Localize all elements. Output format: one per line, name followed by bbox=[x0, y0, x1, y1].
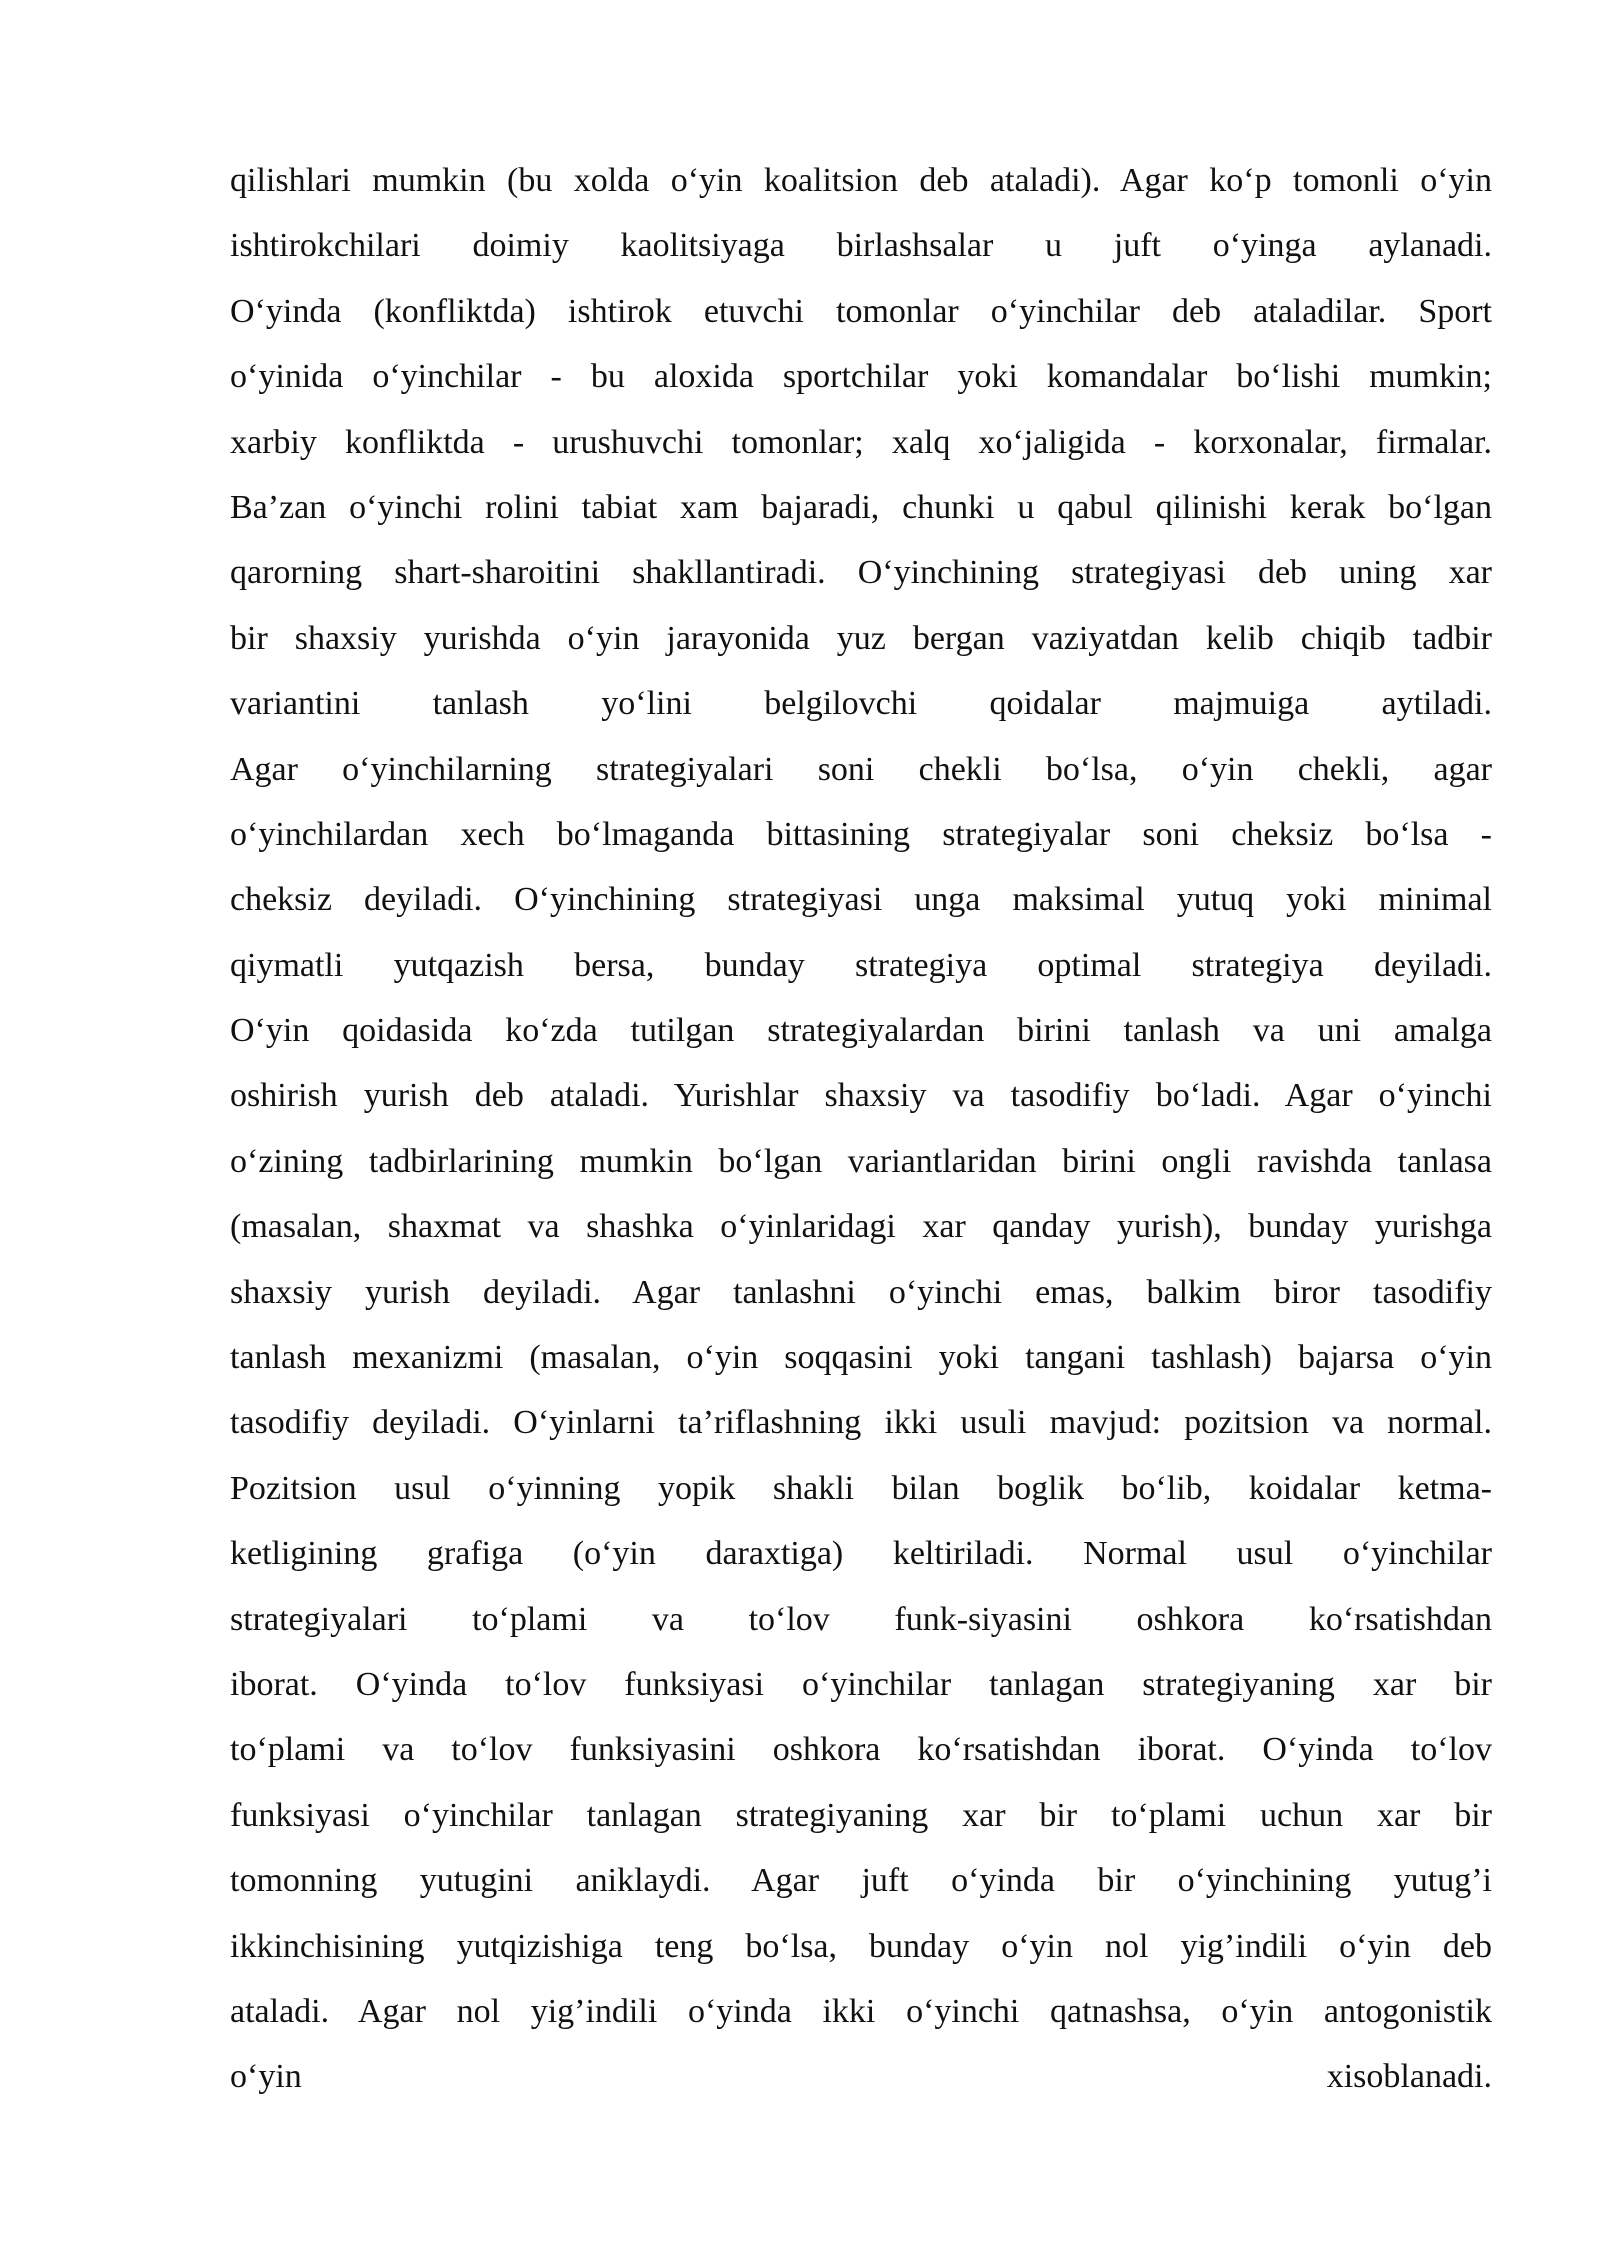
body-paragraph bbox=[230, 148, 1492, 2110]
text-line: xarbiy konfliktda - urushuvchi tomonlar; xalq xo‘jaligida - korxonalar, firmalar. bbox=[230, 423, 1492, 461]
text-line: oshirish yurish deb ataladi. Yurishlar shaxsiy va tasodifiy bo‘ladi. Agar o‘yinchi bbox=[230, 1077, 1492, 1115]
text-line: bir shaxsiy yurishda o‘yin jarayonida yuz bergan vaziyatdan kelib chiqib tadbir bbox=[230, 619, 1492, 657]
text-line: Pozitsion usul o‘yinning yopik shakli bilan boglik bo‘lib, koidalar ketma- bbox=[230, 1469, 1492, 1507]
text-line: o‘yin xisoblanadi. bbox=[230, 2058, 1492, 2096]
text-line: Ba’zan o‘yinchi rolini tabiat xam bajaradi, chunki u qabul qilinishi kerak bo‘lgan bbox=[230, 488, 1492, 526]
text-line: qilishlari mumkin (bu xolda o‘yin koalitsion deb ataladi). Agar ko‘p tomonli o‘yin bbox=[230, 162, 1492, 199]
text-line: qarorning shart-sharoitini shakllantiradi. O‘yinchining strategiyasi deb uning xar bbox=[230, 554, 1492, 592]
text-line: to‘plami va to‘lov funksiyasini oshkora ko‘rsatishdan iborat. O‘yinda to‘lov bbox=[230, 1731, 1492, 1769]
text-line: ketligining grafiga (o‘yin daraxtiga) keltiriladi. Normal usul o‘yinchilar bbox=[230, 1535, 1492, 1573]
text-line: tomonning yutugini aniklaydi. Agar juft o‘yinda bir o‘yinchining yutug’i bbox=[230, 1862, 1492, 1900]
text-line: ataladi. Agar nol yig’indili o‘yinda ikki o‘yinchi qatnashsa, o‘yin antogonistik bbox=[230, 1992, 1492, 2030]
text-line: strategiyalari to‘plami va to‘lov funk-siyasini oshkora ko‘rsatishdan bbox=[230, 1600, 1492, 1638]
text-line: ishtirokchilari doimiy kaolitsiyaga birlashsalar u juft o‘yinga aylanadi. bbox=[230, 227, 1492, 265]
text-line: O‘yin qoidasida ko‘zda tutilgan strategiyalardan birini tanlash va uni amalga bbox=[230, 1012, 1492, 1050]
text-line: variantini tanlash yo‘lini belgilovchi qoidalar majmuiga aytiladi. bbox=[230, 685, 1492, 723]
text-line: tasodifiy deyiladi. O‘yinlarni ta’riflashning ikki usuli mavjud: pozitsion va normal. bbox=[230, 1404, 1492, 1442]
text-line: tanlash mexanizmi (masalan, o‘yin soqqasini yoki tangani tashlash) bajarsa o‘yin bbox=[230, 1339, 1492, 1377]
text-line: Agar o‘yinchilarning strategiyalari soni chekli bo‘lsa, o‘yin chekli, agar bbox=[230, 750, 1492, 788]
text-line: o‘zining tadbirlarining mumkin bo‘lgan variantlaridan birini ongli ravishda tanlasa bbox=[230, 1142, 1492, 1180]
text-line: O‘yinda (konfliktda) ishtirok etuvchi tomonlar o‘yinchilar deb ataladilar. Sport bbox=[230, 292, 1492, 330]
text-line: iborat. O‘yinda to‘lov funksiyasi o‘yinchilar tanlagan strategiyaning xar bir bbox=[230, 1665, 1492, 1703]
text-line: ikkinchisining yutqizishiga teng bo‘lsa, bunday o‘yin nol yig’indili o‘yin deb bbox=[230, 1927, 1492, 1965]
text-line: shaxsiy yurish deyiladi. Agar tanlashni o‘yinchi emas, balkim biror tasodifiy bbox=[230, 1273, 1492, 1311]
text-line: o‘yinchilardan xech bo‘lmaganda bittasining strategiyalar soni cheksiz bo‘lsa - bbox=[230, 815, 1492, 853]
text-line: o‘yinida o‘yinchilar - bu aloxida sportchilar yoki komandalar bo‘lishi mumkin; bbox=[230, 358, 1492, 396]
text-line: cheksiz deyiladi. O‘yinchining strategiyasi unga maksimal yutuq yoki minimal bbox=[230, 881, 1492, 919]
text-line: (masalan, shaxmat va shashka o‘yinlaridagi xar qanday yurish), bunday yurishga bbox=[230, 1208, 1492, 1246]
text-line: qiymatli yutqazish bersa, bunday strategiya optimal strategiya deyiladi. bbox=[230, 946, 1492, 984]
text-line: funksiyasi o‘yinchilar tanlagan strategiyaning xar bir to‘plami uchun xar bir bbox=[230, 1796, 1492, 1834]
